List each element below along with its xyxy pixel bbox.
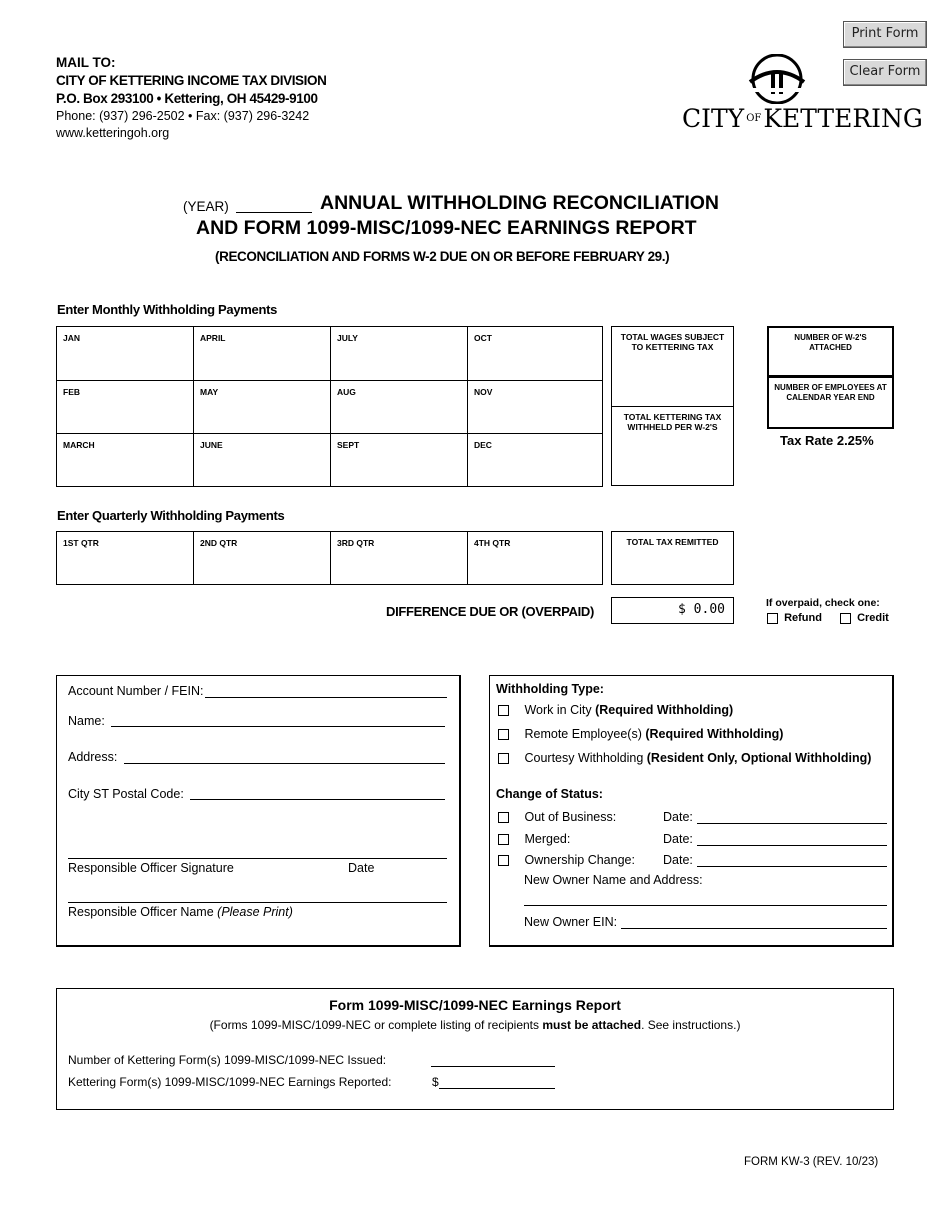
fein-field[interactable] — [205, 697, 447, 698]
logo-kettering: KETTERING — [763, 104, 923, 133]
withholding-heading: Withholding Type: — [496, 682, 604, 696]
overpaid-label: If overpaid, check one: — [766, 597, 880, 609]
mail-division: CITY OF KETTERING INCOME TAX DIVISION — [56, 73, 327, 88]
refund-option[interactable] — [767, 612, 822, 624]
withholding-section — [489, 675, 894, 947]
withholding-remote[interactable] — [498, 727, 783, 741]
signature-date-label: Date — [348, 861, 375, 875]
merged-label: Merged: — [524, 832, 571, 846]
status-heading: Change of Status: — [496, 787, 603, 801]
total-wages-box[interactable] — [611, 326, 734, 407]
earnings-report-note: (Forms 1099-MISC/1099-NEC or complete listing of recipients must be attached. See instructions.) — [209, 1018, 741, 1032]
forms-issued-label: Number of Kettering Form(s) 1099-MISC/1099-NEC Issued: — [68, 1053, 387, 1067]
ownership-change-label: Ownership Change: — [524, 853, 635, 867]
out-of-business-label: Out of Business: — [524, 810, 617, 824]
out-of-business-date-label: Date: — [663, 810, 693, 824]
work-in-city-label: Work in City — [524, 703, 596, 717]
refund-checkbox[interactable] — [767, 613, 778, 624]
new-ein-label: New Owner EIN: — [524, 915, 618, 929]
employees-count-label: NUMBER OF EMPLOYEES AT CALENDAR YEAR END — [774, 383, 887, 402]
status-out-of-business[interactable] — [498, 810, 616, 824]
mail-to-block — [56, 54, 326, 142]
difference-value: $ 0.00 — [678, 602, 725, 617]
difference-label: DIFFERENCE DUE OR (OVERPAID) — [386, 604, 595, 619]
out-of-business-date-field[interactable] — [697, 823, 887, 824]
credit-option[interactable] — [840, 612, 889, 624]
new-ein-field[interactable] — [621, 928, 887, 929]
new-owner-field[interactable] — [524, 905, 887, 906]
quarterly-heading: Enter Quarterly Withholding Payments — [57, 508, 285, 523]
w2-count-label: NUMBER OF W-2'S ATTACHED — [794, 333, 867, 352]
forms-issued-field[interactable] — [431, 1066, 555, 1067]
earnings-reported-field[interactable] — [439, 1088, 555, 1089]
officer-name-label: Responsible Officer Name (Please Print) — [68, 905, 293, 919]
city-logo-emblem — [742, 54, 812, 104]
merged-date-label: Date: — [663, 832, 693, 846]
merged-date-field[interactable] — [697, 845, 887, 846]
withholding-courtesy[interactable] — [498, 751, 871, 765]
please-print-note: (Please Print) — [217, 905, 293, 919]
form-title-line2: AND FORM 1099-MISC/1099-NEC EARNINGS REPORT — [196, 217, 697, 239]
month-march[interactable]: MARCH — [57, 434, 194, 487]
quarter-4[interactable]: 4TH QTR — [468, 532, 603, 585]
quarter-2[interactable]: 2ND QTR — [194, 532, 331, 585]
month-jan[interactable]: JAN — [57, 327, 194, 381]
refund-label: Refund — [784, 612, 822, 624]
print-form-button[interactable]: Print Form — [843, 21, 927, 48]
courtesy-checkbox[interactable] — [498, 753, 509, 764]
remote-note: (Required Withholding) — [645, 727, 784, 741]
year-field[interactable] — [236, 212, 312, 213]
status-merged[interactable] — [498, 832, 570, 846]
mail-to-title: MAIL TO: — [56, 55, 116, 70]
out-of-business-checkbox[interactable] — [498, 812, 509, 823]
account-info-section — [56, 675, 461, 947]
year-label: (YEAR) — [183, 199, 229, 214]
total-wages-label: TOTAL WAGES SUBJECT TO KETTERING TAX — [620, 332, 725, 352]
signature-label: Responsible Officer Signature — [68, 861, 234, 875]
city-logo-text — [682, 104, 923, 133]
quarterly-grid — [56, 531, 603, 585]
ownership-change-checkbox[interactable] — [498, 855, 509, 866]
signature-field[interactable] — [68, 858, 447, 859]
new-owner-label: New Owner Name and Address: — [524, 873, 703, 887]
earnings-report-title: Form 1099-MISC/1099-NEC Earnings Report — [329, 997, 621, 1013]
monthly-grid — [56, 326, 603, 487]
ownership-change-date-field[interactable] — [697, 866, 887, 867]
month-july[interactable]: JULY — [331, 327, 468, 381]
courtesy-note: (Resident Only, Optional Withholding) — [646, 751, 872, 765]
month-dec[interactable]: DEC — [468, 434, 603, 487]
quarter-3[interactable]: 3RD QTR — [331, 532, 468, 585]
earnings-report-section — [56, 988, 894, 1110]
status-ownership-change[interactable] — [498, 853, 635, 867]
ownership-change-date-label: Date: — [663, 853, 693, 867]
month-nov[interactable]: NOV — [468, 381, 603, 434]
credit-checkbox[interactable] — [840, 613, 851, 624]
employees-count-box[interactable] — [767, 376, 894, 429]
w2-count-box[interactable] — [767, 326, 894, 377]
total-remitted-label: TOTAL TAX REMITTED — [626, 537, 719, 547]
mail-phone: Phone: (937) 296-2502 • Fax: (937) 296-3242 — [56, 109, 310, 123]
total-withheld-box[interactable] — [611, 406, 734, 486]
courtesy-label: Courtesy Withholding — [524, 751, 647, 765]
remote-checkbox[interactable] — [498, 729, 509, 740]
month-sept[interactable]: SEPT — [331, 434, 468, 487]
month-may[interactable]: MAY — [194, 381, 331, 434]
difference-field[interactable] — [611, 597, 734, 624]
earnings-reported-label: Kettering Form(s) 1099-MISC/1099-NEC Earnings Reported: — [68, 1075, 392, 1089]
officer-name-field[interactable] — [68, 902, 447, 903]
total-withheld-label: TOTAL KETTERING TAX WITHHELD PER W-2'S — [623, 412, 722, 432]
fein-label: Account Number / FEIN: — [68, 684, 204, 698]
merged-checkbox[interactable] — [498, 834, 509, 845]
month-feb[interactable]: FEB — [57, 381, 194, 434]
withholding-work-in-city[interactable] — [498, 703, 733, 717]
work-in-city-note: (Required Withholding) — [595, 703, 734, 717]
mail-web: www.ketteringoh.org — [56, 126, 170, 140]
name-label: Name: — [68, 714, 105, 728]
tax-rate: Tax Rate 2.25% — [780, 433, 874, 448]
remote-label: Remote Employee(s) — [524, 727, 646, 741]
credit-label: Credit — [857, 612, 889, 624]
mail-address: P.O. Box 293100 • Kettering, OH 45429-9100 — [56, 91, 318, 106]
city-field[interactable] — [190, 799, 445, 800]
clear-form-button[interactable]: Clear Form — [843, 59, 927, 86]
name-field[interactable] — [111, 726, 445, 727]
address-field[interactable] — [124, 763, 445, 764]
work-in-city-checkbox[interactable] — [498, 705, 509, 716]
form-number: FORM KW-3 (REV. 10/23) — [744, 1156, 879, 1168]
quarter-1[interactable]: 1ST QTR — [57, 532, 194, 585]
earnings-dollar-sign: $ — [432, 1075, 439, 1089]
logo-city: CITY — [682, 104, 745, 133]
month-aug[interactable]: AUG — [331, 381, 468, 434]
month-june[interactable]: JUNE — [194, 434, 331, 487]
month-april[interactable]: APRIL — [194, 327, 331, 381]
form-subtitle: (RECONCILIATION AND FORMS W-2 DUE ON OR BEFORE FEBRUARY 29.) — [215, 249, 670, 264]
monthly-heading: Enter Monthly Withholding Payments — [57, 302, 278, 317]
address-label: Address: — [68, 750, 118, 764]
form-title-line1: ANNUAL WITHHOLDING RECONCILIATION — [320, 192, 719, 214]
total-remitted-box[interactable] — [611, 531, 734, 585]
month-oct[interactable]: OCT — [468, 327, 603, 381]
city-label: City ST Postal Code: — [68, 787, 184, 801]
logo-of: OF — [746, 113, 762, 124]
